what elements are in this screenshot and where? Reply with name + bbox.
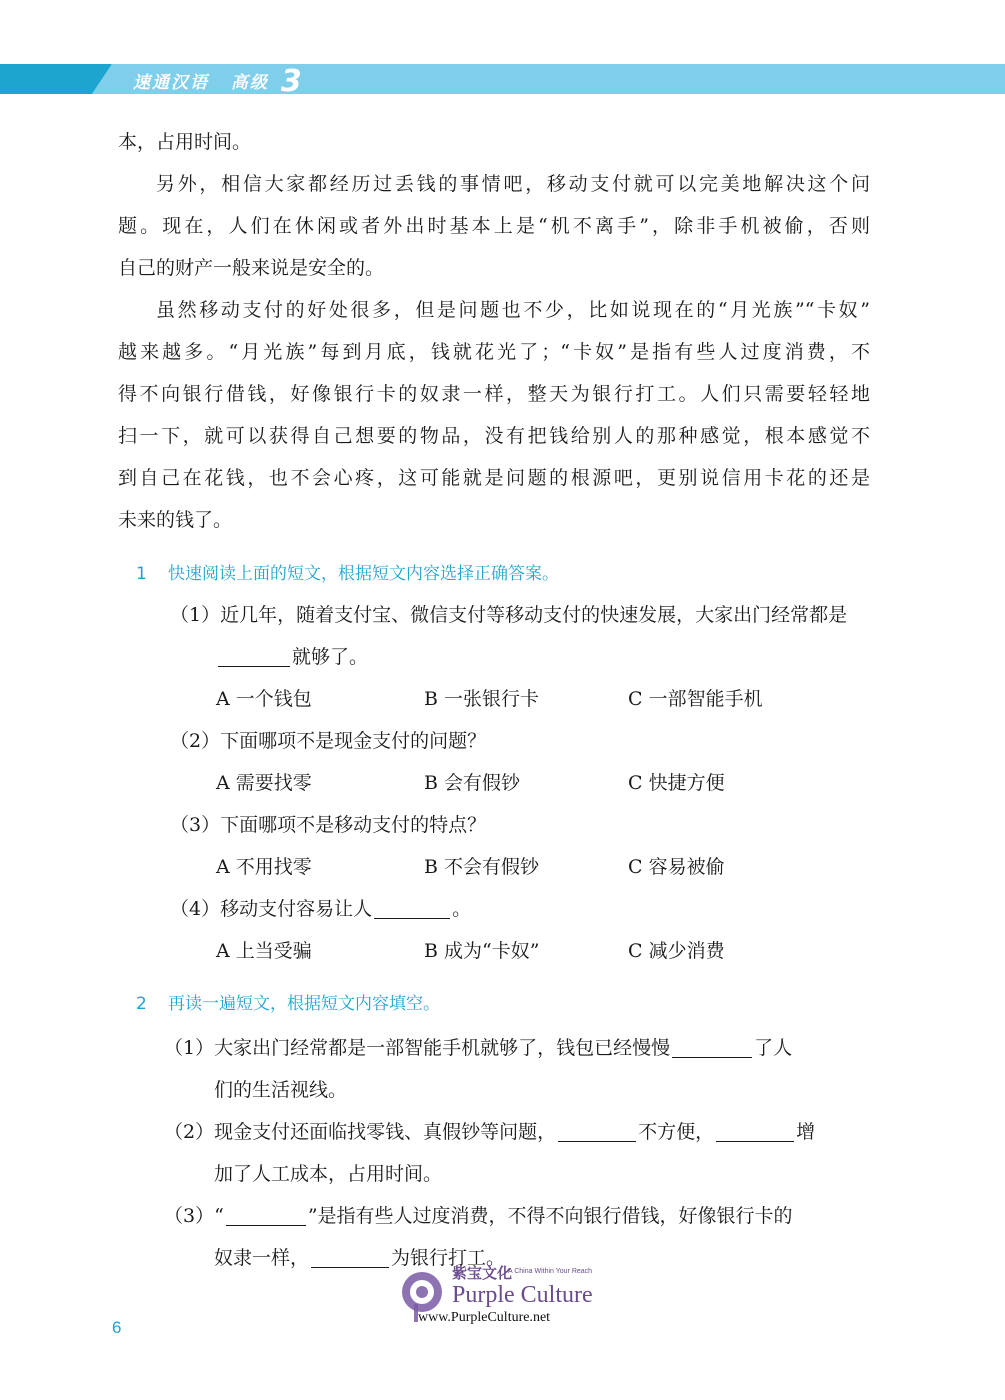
option-a[interactable]: A 不用找零 [216,856,312,878]
question-text: 不方便， [638,1121,715,1143]
option-b[interactable]: B 会有假钞 [424,772,521,794]
exercise2-instruction: 再读一遍短文，根据短文内容填空。 [168,994,440,1014]
option-b[interactable]: B 成为“卡奴” [424,940,540,962]
question-text: 下面哪项不是现金支付的问题？ [220,730,487,752]
level-label: 高级 [230,73,269,93]
options-row [170,762,872,804]
question-text: 近几年，随着支付宝、微信支付等移动支付的快速发展，大家出门经常都是 [220,604,848,626]
question-text: “ [214,1205,224,1227]
answer-blank[interactable] [374,892,450,919]
passage [118,121,870,541]
question-label: （3） [164,1205,215,1227]
options-row [170,846,872,888]
question-text: 加了人工成本，占用时间。 [214,1163,443,1185]
passage-line: 未来的钱了。 [118,509,233,531]
passage-line: 越来越多。“月光族”每到月底，钱就花光了；“卡奴”是指有些人过度消费，不 [118,341,870,363]
option-c[interactable]: C 快捷方便 [628,772,725,794]
question [170,720,872,762]
exercise1-number: 1 [136,564,147,584]
question-label: （1） [170,604,221,626]
question-text: 。 [452,898,472,920]
question-text: 奴隶一样， [214,1247,310,1269]
question [170,804,872,846]
exercise1-instruction: 快速阅读上面的短文，根据短文内容选择正确答案。 [168,564,559,584]
level-number: 3 [280,64,304,99]
answer-blank[interactable] [672,1031,752,1058]
answer-blank[interactable] [218,640,290,667]
question-text: 了人 [754,1037,793,1059]
question [170,594,872,636]
question-label: （2） [170,730,221,752]
exercise1-heading [136,556,559,592]
question-label: （1） [164,1037,215,1059]
option-b[interactable]: B 一张银行卡 [424,688,540,710]
header-title [133,64,304,99]
passage-line: 到自己在花钱，也不会心疼，这可能就是问题的根源吧，更别说信用卡花的还是 [118,467,870,489]
option-a[interactable]: A 上当受骗 [216,940,312,962]
answer-blank[interactable] [226,1199,306,1226]
question [164,1195,872,1237]
option-c[interactable]: C 一部智能手机 [628,688,763,710]
passage-line: 得不向银行借钱，好像银行卡的奴隶一样，整天为银行打工。人们只需要轻轻地 [118,383,870,405]
question-text: 就够了。 [292,646,369,668]
page-number: 6 [112,1318,122,1337]
question-text: 增 [796,1121,816,1143]
question-text: 现金支付还面临找零钱、真假钞等问题， [214,1121,557,1143]
option-c[interactable]: C 容易被偷 [628,856,725,878]
question-text: 移动支付容易让人 [220,898,373,920]
question [170,888,872,930]
question-continuation [164,1153,872,1195]
question-continuation [164,1069,872,1111]
question-text: 大家出门经常都是一部智能手机就够了，钱包已经慢慢 [214,1037,671,1059]
passage-line: 自己的财产一般来说是安全的。 [118,257,385,279]
watermark-url: www.PurpleCulture.net [418,1310,551,1325]
question [164,1111,872,1153]
passage-line: 另外，相信大家都经历过丢钱的事情吧，移动支付就可以完美地解决这个问 [156,173,870,195]
option-b[interactable]: B 不会有假钞 [424,856,540,878]
watermark-name: Purple Culture [452,1282,593,1308]
question-continuation [170,636,872,678]
exercise2-heading [136,986,440,1022]
watermark-cn-name: 紫宝文化 [452,1264,513,1282]
option-a[interactable]: A 需要找零 [216,772,312,794]
question-label: （3） [170,814,221,836]
question-text: 下面哪项不是移动支付的特点？ [220,814,487,836]
answer-blank[interactable] [311,1241,389,1268]
exercise1-questions [170,594,872,972]
options-row [170,930,872,972]
passage-line: 本，占用时间。 [118,131,252,153]
answer-blank[interactable] [558,1115,636,1142]
options-row [170,678,872,720]
exercise2-number: 2 [136,994,147,1014]
option-c[interactable]: C 减少消费 [628,940,725,962]
passage-line: 扫一下，就可以获得自己想要的物品，没有把钱给别人的那种感觉，根本感觉不 [118,425,870,447]
series-title: 速通汉语 [133,73,209,93]
question-text: ”是指有些人过度消费，不得不向银行借钱，好像银行卡的 [307,1205,793,1227]
question-label: （2） [164,1121,215,1143]
question-text: 为银行打工。 [391,1247,506,1269]
passage-line: 题。现在，人们在休闲或者外出时基本上是“机不离手”，除非手机被偷，否则 [118,215,870,237]
watermark-tagline: A China Within Your Reach [508,1268,593,1275]
exercise2-questions [164,1027,872,1279]
question-label: （4） [170,898,221,920]
option-a[interactable]: A 一个钱包 [216,688,312,710]
question [164,1027,872,1069]
answer-blank[interactable] [716,1115,794,1142]
passage-line: 虽然移动支付的好处很多，但是问题也不少，比如说现在的“月光族”“卡奴” [156,299,870,321]
question-text: 们的生活视线。 [214,1079,348,1101]
